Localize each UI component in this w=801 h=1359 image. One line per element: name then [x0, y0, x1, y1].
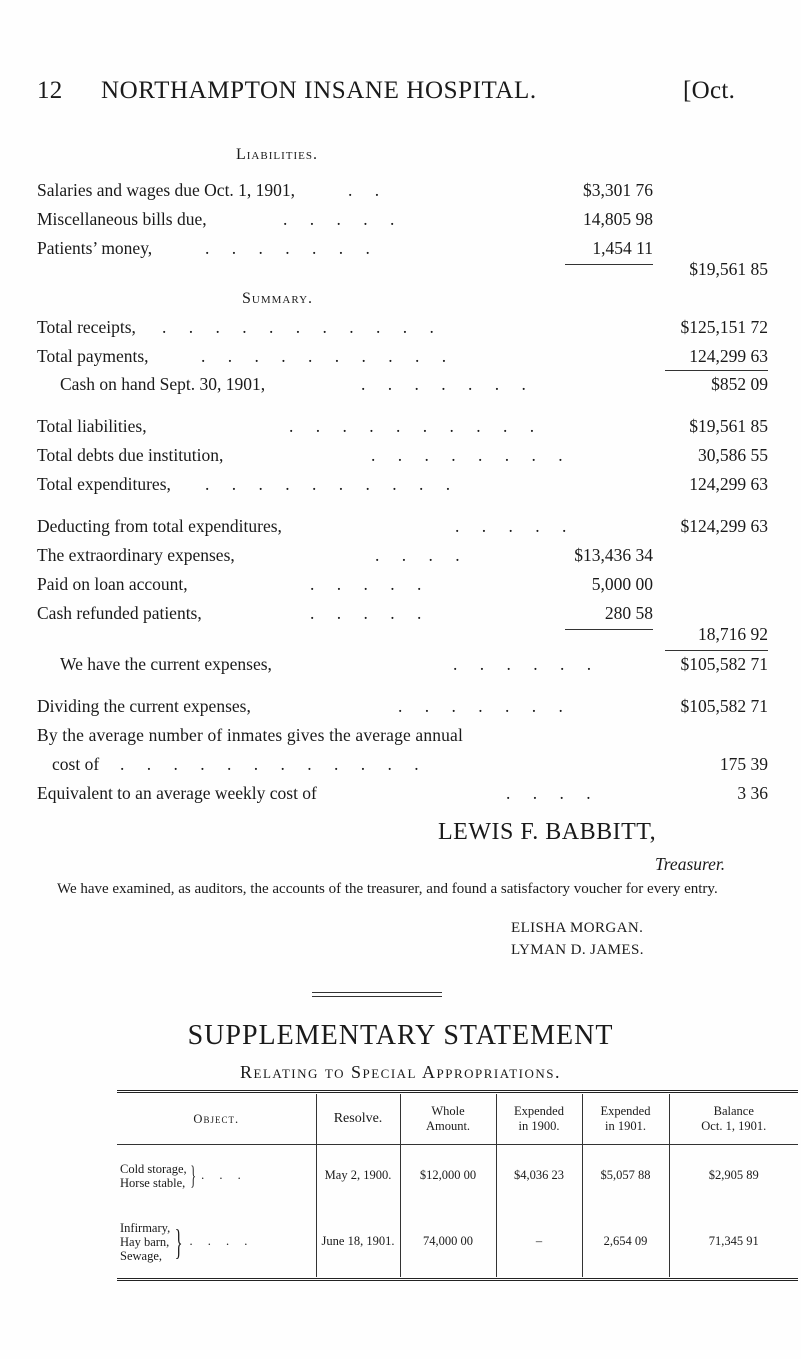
cash-on-hand-amount: $852 09	[711, 374, 768, 394]
dot-leader: . .	[348, 180, 389, 200]
current-expenses-amount: $105,582 71	[680, 654, 768, 674]
cash-on-hand-label: Cash on hand Sept. 30, 1901,	[60, 374, 266, 394]
liability-label: Salaries and wages due Oct. 1, 1901,	[37, 180, 296, 200]
column-header-whole: Whole Amount.	[400, 1094, 496, 1145]
auditor-name: LYMAN D. JAMES.	[511, 942, 644, 958]
dot-leader: . . . . . .	[453, 654, 601, 674]
liabilities-heading: Liabilities.	[236, 146, 318, 163]
dot-leader: . . . . . . . .	[371, 445, 572, 465]
deduction-amount: 5,000 00	[591, 574, 653, 594]
total-expenditures-amount: 124,299 63	[689, 474, 768, 494]
object-line: Hay barn,	[120, 1234, 170, 1249]
deduction-amount: $13,436 34	[574, 545, 653, 565]
total-liabilities-amount: $19,561 85	[689, 416, 768, 436]
dot-leader: . . .	[201, 1168, 247, 1183]
liability-amount: 1,454 11	[592, 238, 653, 258]
page-number: 12	[37, 77, 63, 104]
dot-leader: . . . .	[375, 545, 469, 565]
dot-leader: . . . . . . . . . . .	[162, 317, 443, 337]
annual-cost-label: cost of	[52, 754, 100, 774]
cell-resolve: May 2, 1900.	[316, 1145, 400, 1207]
liability-label: Miscellaneous bills due,	[37, 209, 207, 229]
cell-whole: $12,000 00	[400, 1145, 496, 1207]
dot-leader: . . . .	[506, 783, 600, 803]
deducting-label: Deducting from total expenditures,	[37, 516, 282, 536]
section-divider	[312, 992, 442, 993]
cell-expended-1901: 2,654 09	[582, 1207, 669, 1277]
deduction-label: Cash refunded patients,	[37, 603, 202, 623]
section-divider	[312, 996, 442, 997]
summary-heading: Summary.	[242, 290, 314, 307]
deducting-amount: $124,299 63	[680, 516, 768, 536]
subtotal-rule	[665, 370, 768, 371]
supplementary-subtitle: Relating to Special Appropriations.	[240, 1062, 561, 1082]
total-liabilities-label: Total liabilities,	[37, 416, 147, 436]
dividing-amount: $105,582 71	[680, 696, 768, 716]
table-row	[117, 1207, 798, 1277]
liability-amount: $3,301 76	[583, 180, 653, 200]
total-receipts-label: Total receipts,	[37, 317, 136, 337]
total-debts-amount: 30,586 55	[698, 445, 768, 465]
page-month: [Oct.	[683, 77, 736, 104]
column-header-resolve: Resolve.	[316, 1094, 400, 1145]
object-line: Sewage,	[120, 1248, 162, 1263]
liability-label: Patients’ money,	[37, 238, 153, 258]
dot-leader: . . . . .	[310, 574, 431, 594]
total-debts-label: Total debts due institution,	[37, 445, 224, 465]
subtotal-rule	[665, 650, 768, 651]
table-bottom-rule	[117, 1278, 798, 1281]
dot-leader: . . . . . . . . . .	[201, 346, 456, 366]
liability-amount: 14,805 98	[583, 209, 653, 229]
cell-object: Cold storage, Horse stable, } . . .	[117, 1145, 316, 1207]
average-line: By the average number of inmates gives the average annual	[37, 725, 463, 745]
deductions-total: 18,716 92	[698, 624, 768, 644]
appropriations-table	[117, 1090, 798, 1277]
dot-leader: . . . . . . .	[398, 696, 572, 716]
treasurer-name: LEWIS F. BABBITT,	[438, 819, 657, 845]
column-header-balance: Balance Oct. 1, 1901.	[701, 1104, 767, 1133]
weekly-cost-amount: 3 36	[737, 783, 768, 803]
dot-leader: . . . . . . .	[361, 374, 535, 394]
column-header-expended-1901: Expended in 1901.	[582, 1094, 669, 1145]
auditor-name: ELISHA MORGAN.	[511, 920, 644, 936]
column-header-object: Object.	[117, 1094, 316, 1145]
table-header-row	[117, 1094, 798, 1145]
cell-expended-1900: –	[496, 1207, 582, 1277]
dot-leader: . . . . . . . . . .	[205, 474, 460, 494]
dividing-label: Dividing the current expenses,	[37, 696, 251, 716]
dot-leader: . . . . . . . . . .	[289, 416, 544, 436]
cell-expended-1901: $5,057 88	[582, 1145, 669, 1207]
dot-leader: . . . . .	[310, 603, 431, 623]
dot-leader: . . . .	[189, 1234, 254, 1248]
cell-resolve: June 18, 1901.	[316, 1207, 400, 1277]
table-top-rule	[117, 1090, 798, 1093]
dot-leader: . . . . .	[283, 209, 404, 229]
cell-object: Infirmary, Hay barn, Sewage, } . . . .	[117, 1207, 316, 1277]
liabilities-total: $19,561 85	[689, 259, 768, 279]
object-line: Horse stable,	[120, 1175, 186, 1190]
annual-cost-amount: 175 39	[719, 754, 768, 774]
cell-balance: $2,905 89	[708, 1168, 759, 1183]
dot-leader: . . . . . . .	[205, 238, 379, 258]
table-row	[117, 1145, 798, 1207]
auditor-statement: We have examined, as auditors, the accounts of the treasurer, and found a satisfactory voucher for every entry.	[57, 881, 718, 897]
supplementary-title: SUPPLEMENTARY STATEMENT	[187, 1020, 614, 1051]
current-expenses-label: We have the current expenses,	[60, 654, 272, 674]
total-payments-amount: 124,299 63	[689, 346, 768, 366]
deduction-amount: 280 58	[604, 603, 653, 623]
dot-leader: . . . . . . . . . . . .	[120, 754, 428, 774]
total-payments-label: Total payments,	[37, 346, 149, 366]
page-title: NORTHAMPTON INSANE HOSPITAL.	[101, 77, 537, 104]
weekly-cost-label: Equivalent to an average weekly cost of	[37, 783, 317, 803]
cell-whole: 74,000 00	[400, 1207, 496, 1277]
column-header-expended-1900: Expended in 1900.	[496, 1094, 582, 1145]
deduction-label: The extraordinary expenses,	[37, 545, 235, 565]
dot-leader: . . . . .	[455, 516, 576, 536]
cell-expended-1900: $4,036 23	[496, 1145, 582, 1207]
total-receipts-amount: $125,151 72	[680, 317, 768, 337]
cell-balance: 71,345 91	[708, 1234, 759, 1248]
object-line: Infirmary,	[120, 1220, 171, 1235]
deduction-label: Paid on loan account,	[37, 574, 188, 594]
treasurer-title: Treasurer.	[655, 854, 726, 874]
object-line: Cold storage,	[120, 1161, 187, 1176]
total-expenditures-label: Total expenditures,	[37, 474, 171, 494]
